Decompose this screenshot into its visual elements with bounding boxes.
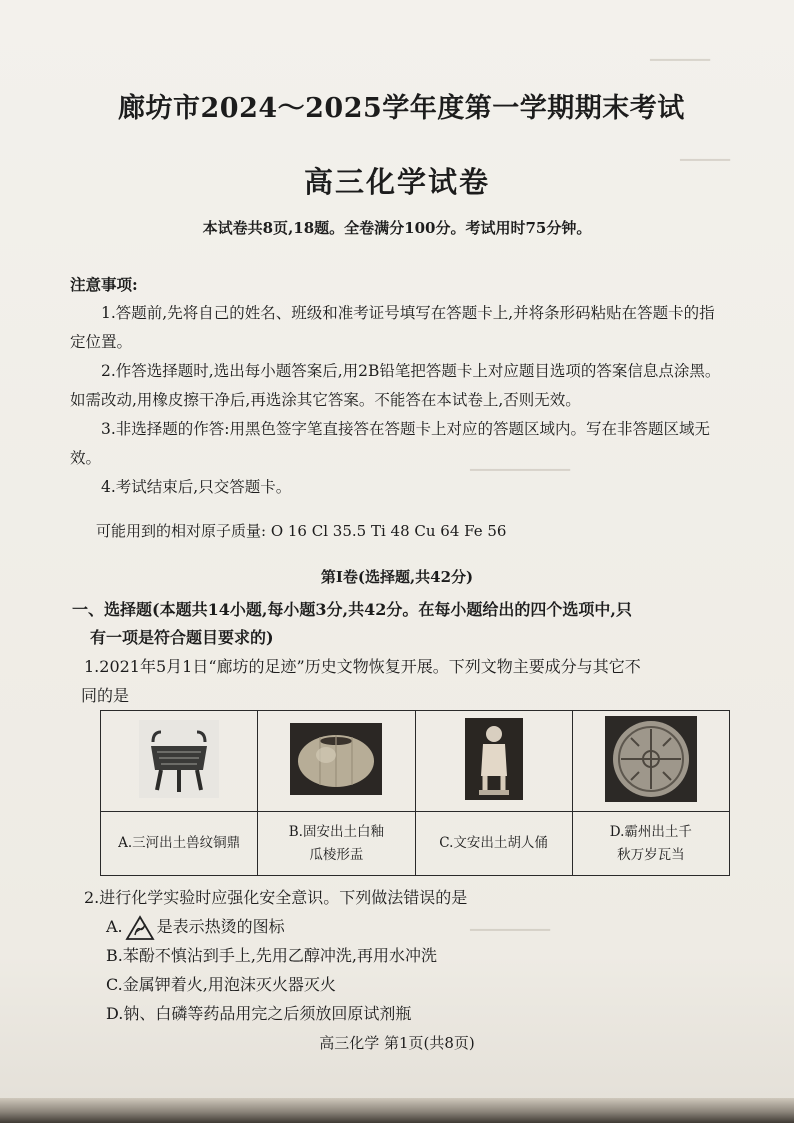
question-2-option-b: B.苯酚不慎沾到手上,先用乙醇冲洗,再用水冲洗 bbox=[106, 946, 438, 965]
notice-item: 4.考试结束后,只交答题卡。 bbox=[101, 478, 292, 496]
question-2-stem: 2.进行化学实验时应强化安全意识。下列做法错误的是 bbox=[84, 888, 468, 907]
question-2 bbox=[84, 883, 724, 1028]
instructions-line: 一、选择题(本题共14小题,每小题3分,共42分。在每小题给出的四个选项中,只 bbox=[72, 600, 632, 619]
figurine-image bbox=[465, 718, 523, 800]
option-a-label: A.三河出土兽纹铜鼎 bbox=[101, 812, 258, 876]
option-c-label: C.文安出土胡人俑 bbox=[415, 812, 572, 876]
option-b-image-cell bbox=[258, 711, 415, 812]
photo-shadow-band bbox=[0, 1098, 794, 1123]
exam-info: 本试卷共8页,18题。全卷满分100分。考试用时75分钟。 bbox=[202, 219, 592, 237]
white-glazed-jar-image bbox=[290, 723, 382, 795]
notice-item: 2.作答选择题时,选出每小题答案后,用2B铅笔把答题卡上对应题目选项的答案信息点涂黑。如需改动,用橡皮擦干净后,再选涂其它答案。不能答在本试卷上,否则无效。 bbox=[70, 362, 721, 409]
atomic-masses: 可能用到的相对原子质量: O 16 Cl 35.5 Ti 48 Cu 64 Fe 56 bbox=[96, 522, 507, 540]
instructions-line: 有一项是符合题目要求的) bbox=[90, 628, 274, 647]
section-title: 第Ⅰ卷(选择题,共42分) bbox=[320, 568, 474, 586]
question-2-option-c: C.金属钾着火,用泡沫灭火器灭火 bbox=[106, 975, 336, 994]
question-1-stem: 1.2021年5月1日“廊坊的足迹”历史文物恢复开展。下列文物主要成分与其它不 bbox=[84, 657, 641, 676]
question-2-option-d: D.钠、白磷等药品用完之后须放回原试剂瓶 bbox=[106, 1004, 412, 1023]
option-a-image-cell bbox=[101, 711, 258, 812]
bronze-ding-image bbox=[139, 720, 219, 798]
notice-item: 1.答题前,先将自己的姓名、班级和准考证号填写在答题卡上,并将条形码粘贴在答题卡的指定位置。 bbox=[70, 304, 715, 351]
question-1 bbox=[81, 652, 724, 710]
roof-tile-end-image bbox=[605, 716, 697, 802]
option-b-label: B.固安出土白釉 瓜棱形盂 bbox=[258, 812, 415, 876]
notice-heading: 注意事项: bbox=[70, 275, 138, 294]
notice-item: 3.非选择题的作答:用黑色签字笔直接答在答题卡上对应的答题区域内。写在非答题区域无效。 bbox=[70, 420, 711, 467]
exam-subtitle: 高三化学试卷 bbox=[303, 165, 490, 199]
question-2-option-a: A. 是表示热烫的图标 bbox=[84, 912, 724, 941]
bleed-through: ▔▔▔▔▔▔▔▔ bbox=[470, 930, 550, 945]
option-d-image-cell bbox=[572, 711, 729, 812]
bleed-through: ▔▔▔▔▔▔▔▔▔▔ bbox=[470, 470, 570, 485]
bleed-through: ▔▔▔▔▔▔ bbox=[650, 60, 710, 75]
notice-list bbox=[70, 299, 730, 502]
page-footer: 高三化学 第1页(共8页) bbox=[319, 1034, 475, 1052]
hot-surface-warning-icon bbox=[125, 915, 155, 941]
option-c-image-cell bbox=[415, 711, 572, 812]
exam-title: 廊坊市2024～2025学年度第一学期期末考试 bbox=[118, 93, 685, 124]
question-1-stem-cont: 同的是 bbox=[81, 686, 130, 705]
option-d-label: D.霸州出土千 秋万岁瓦当 bbox=[572, 812, 729, 876]
section-instructions bbox=[72, 596, 732, 652]
question-1-options-table bbox=[100, 710, 730, 876]
bleed-through: ▔▔▔▔▔ bbox=[680, 160, 730, 175]
